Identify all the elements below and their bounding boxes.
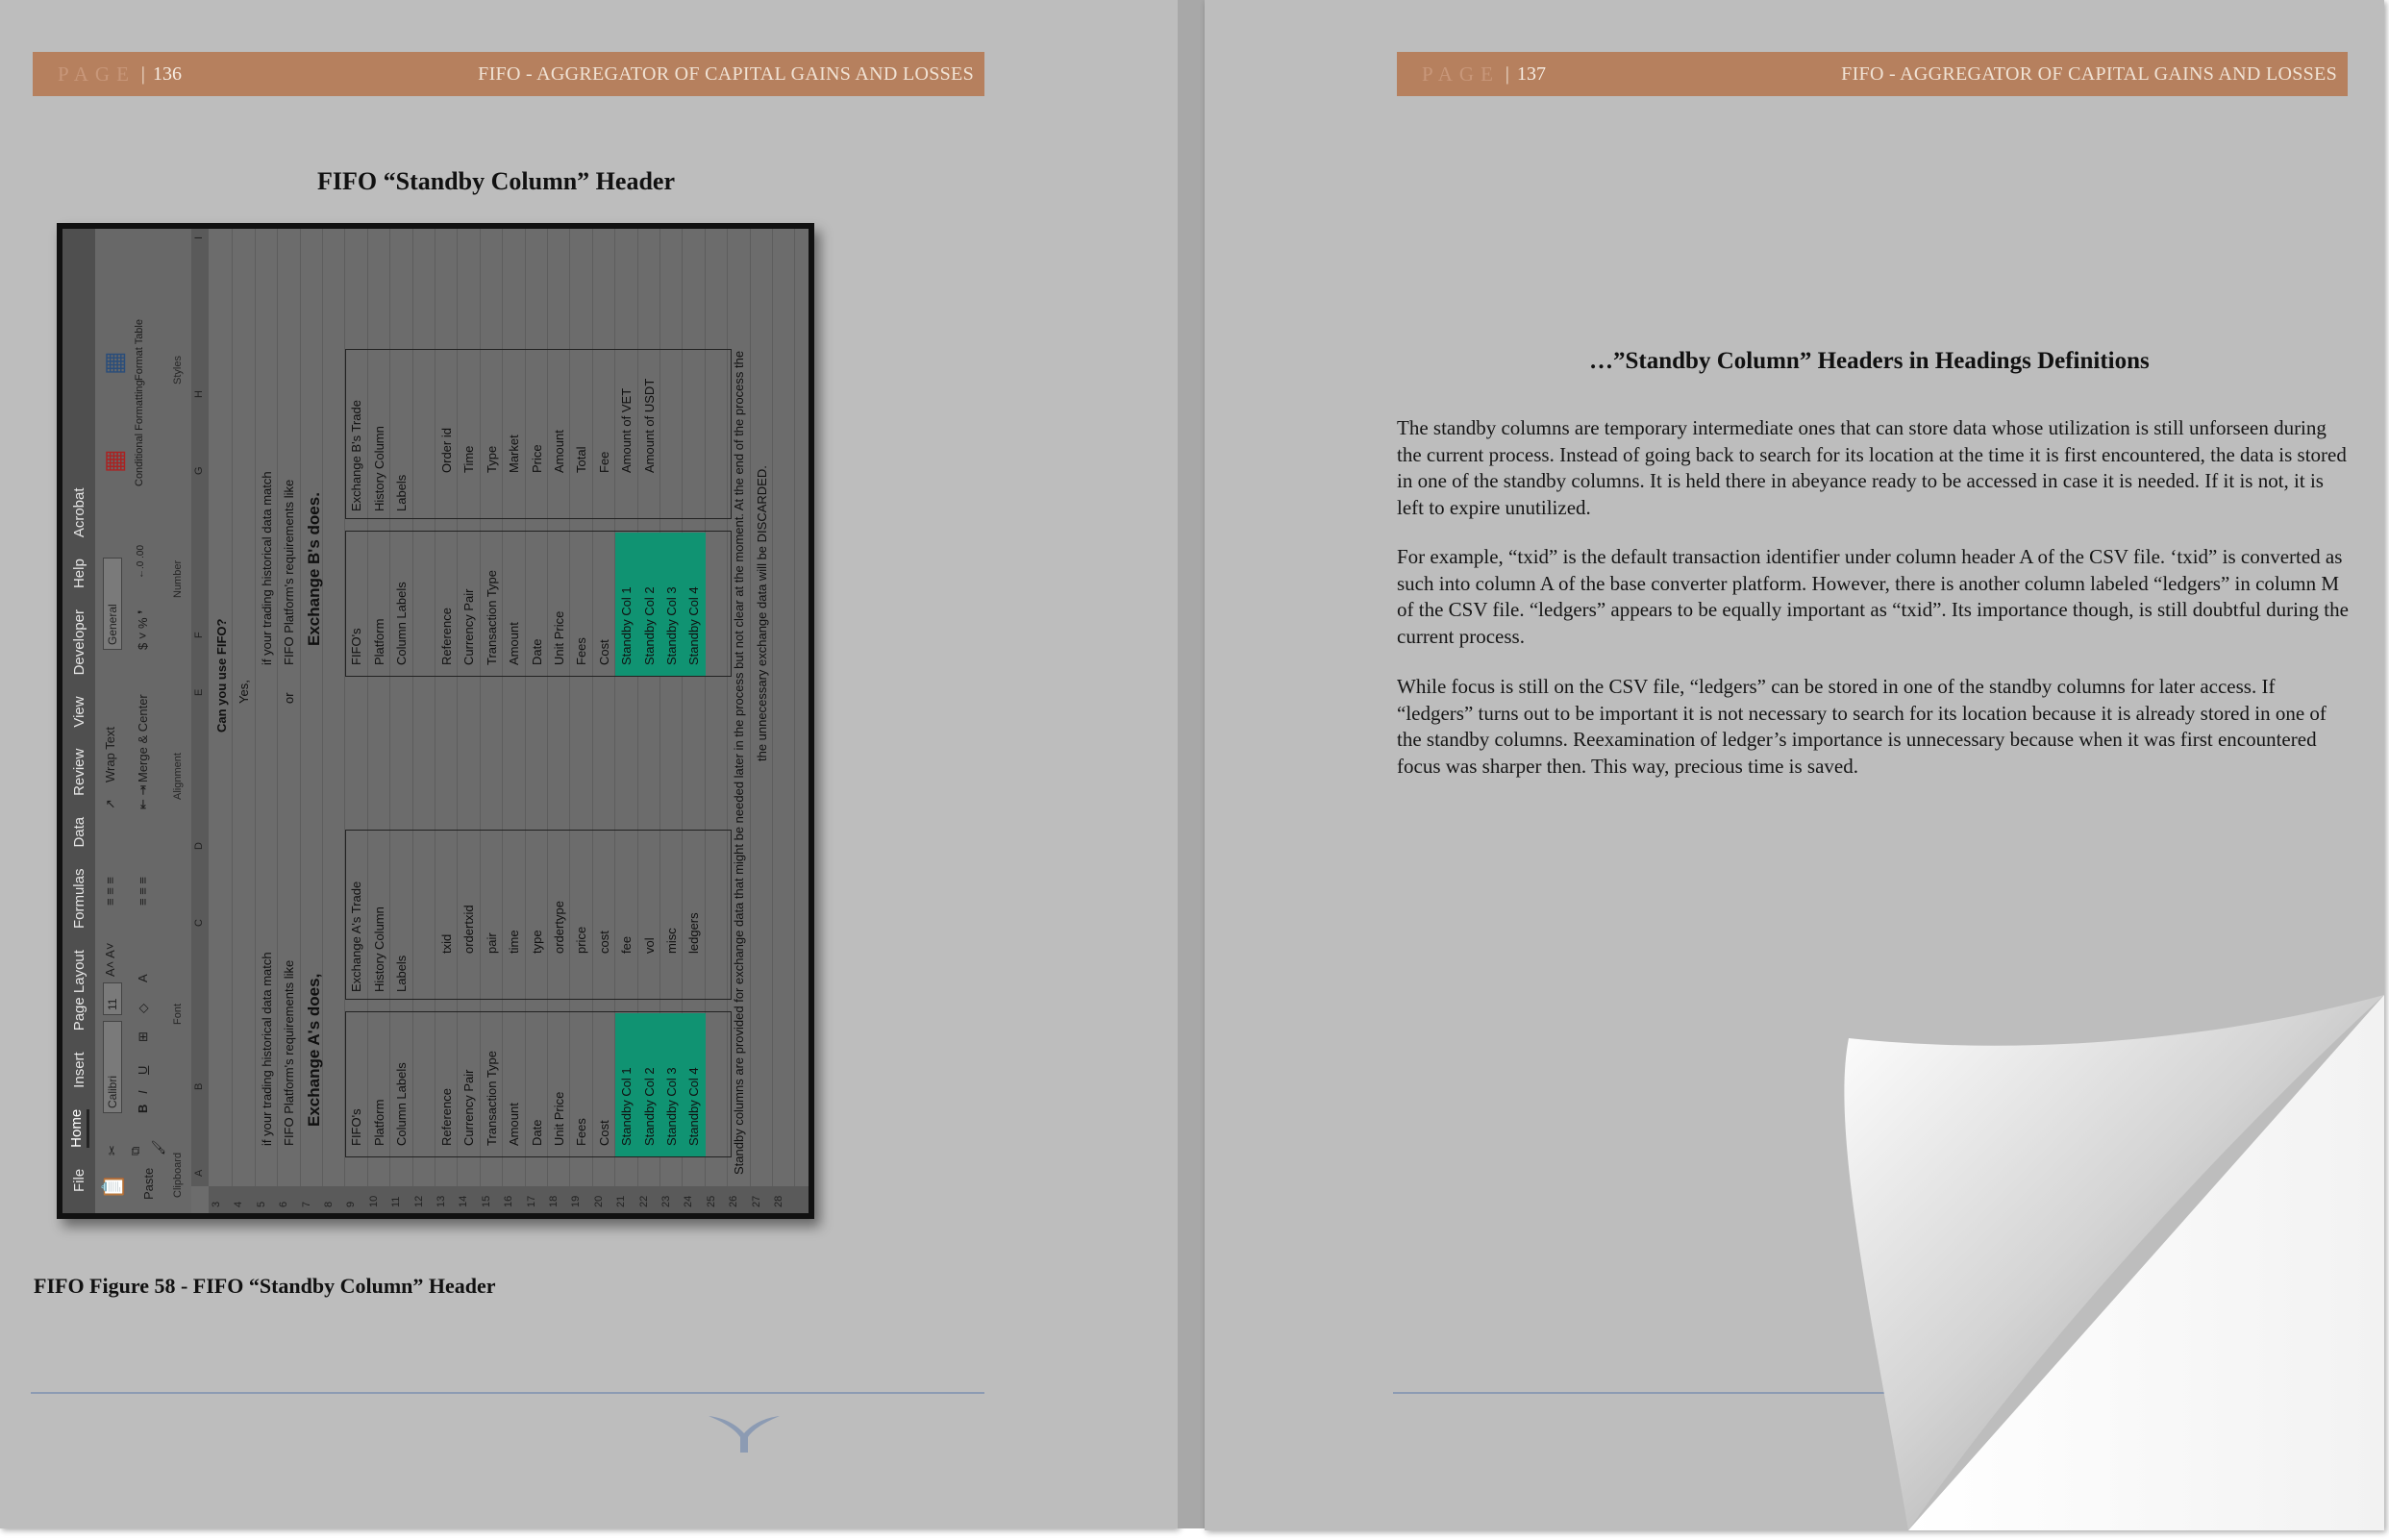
grid-line bbox=[277, 229, 278, 1186]
bold-button[interactable]: B bbox=[136, 1104, 150, 1113]
exchange-a-right-label[interactable]: pair bbox=[484, 932, 499, 954]
exchange-a-heading[interactable]: Exchange A's does, bbox=[304, 973, 323, 1127]
row-header[interactable]: 15 bbox=[480, 1195, 492, 1207]
row-header[interactable]: 23 bbox=[660, 1195, 672, 1207]
exchange-b-heading[interactable]: Exchange B's does. bbox=[304, 492, 323, 646]
paragraph: While focus is still on the CSV file, “ledgers” can be stored in one of the standby columns for later access. If “ledgers” turns out to be important it is not necessary to search for its location because it is already stored in one of the standby columns. Reexamination of ledger’s importance is unnecessary because when it was first encountered focus was sharper then. This way, precious time is saved. bbox=[1397, 675, 2327, 778]
fill-color-icon[interactable]: ◇ bbox=[136, 1004, 150, 1013]
ribbon-tabs bbox=[62, 229, 95, 1213]
exchange-a-left-label[interactable]: Standby Col 1 bbox=[619, 1067, 635, 1146]
exchange-b-line2[interactable]: FIFO Platform's requirements like bbox=[282, 479, 297, 665]
exchange-a-left-label[interactable]: Currency Pair bbox=[461, 1069, 477, 1146]
exchange-a-left-label[interactable]: Cost bbox=[596, 1120, 611, 1146]
ribbon-tab-formulas[interactable]: Formulas bbox=[70, 868, 87, 930]
footnote-line2[interactable]: the unnecessary exchange data will be DISCARDED. bbox=[754, 465, 769, 761]
exchange-a-left-label[interactable]: Unit Price bbox=[552, 1091, 566, 1146]
exchange-b-right-label[interactable]: Total bbox=[574, 446, 589, 473]
exchange-b-right-label[interactable]: Amount of VET bbox=[619, 387, 635, 473]
row-header[interactable]: 7 bbox=[300, 1201, 312, 1207]
right-page bbox=[1205, 0, 2384, 1530]
exchange-a-right-label[interactable]: ledgers bbox=[686, 912, 702, 954]
paragraph: For example, “txid” is the default transaction identifier under column header A of the CSV file. ‘txid” is converted as such into column A of the base converter platform. However, there is another column labeled “ledgers” in column M of the CSV file. “ledgers” appears to be equally important as “txid”. Its importance though, is still doubtful during the current process. bbox=[1397, 545, 2349, 648]
cut-icon[interactable]: ✂ bbox=[105, 1145, 119, 1155]
yes-cell[interactable]: Yes, bbox=[236, 680, 252, 704]
row-header[interactable]: 5 bbox=[255, 1201, 267, 1207]
exchange-b-right-label[interactable]: Order id bbox=[439, 428, 454, 473]
exchange-a-line1[interactable]: if your trading historical data match bbox=[259, 952, 274, 1146]
row-header[interactable]: 4 bbox=[233, 1201, 245, 1207]
exchange-b-left-label[interactable]: Transaction Type bbox=[484, 570, 499, 665]
ribbon-tab-view[interactable]: View bbox=[70, 696, 87, 728]
format-table-icon[interactable]: ▦ bbox=[99, 351, 128, 375]
grid-line bbox=[750, 229, 751, 1186]
column-header-i[interactable]: I bbox=[193, 236, 205, 239]
exchange-a-right-header[interactable]: History Column bbox=[371, 907, 386, 992]
page-word: PAGE bbox=[1422, 62, 1500, 86]
paste-icon[interactable]: 📋 bbox=[101, 1173, 125, 1200]
copy-icon[interactable]: ⧉ bbox=[128, 1146, 142, 1155]
exchange-b-right-header[interactable]: Labels bbox=[394, 474, 410, 511]
group-clipboard: Clipboard bbox=[172, 1152, 184, 1198]
exchange-b-right-label[interactable]: Price bbox=[529, 444, 544, 473]
spreadsheet-screenshot bbox=[57, 223, 814, 1219]
decimal-icon[interactable]: ←.0 .00 bbox=[136, 544, 146, 579]
worksheet bbox=[191, 229, 809, 1213]
page-gutter bbox=[1178, 0, 1205, 1528]
grid-line bbox=[794, 229, 795, 1186]
exchange-a-line2[interactable]: FIFO Platform's requirements like bbox=[282, 959, 297, 1146]
page-number: 137 bbox=[1516, 62, 1546, 85]
exchange-b-right-label[interactable]: Amount of USDT bbox=[641, 378, 657, 473]
underline-button[interactable]: U bbox=[136, 1065, 150, 1075]
orientation-icon[interactable]: ↗ bbox=[103, 799, 117, 809]
page-curl-icon[interactable] bbox=[1205, 0, 2384, 1530]
ribbon-tab-help[interactable]: Help bbox=[70, 559, 87, 589]
conditional-formatting-icon[interactable]: ▦ bbox=[99, 449, 128, 473]
ribbon-tab-review[interactable]: Review bbox=[70, 748, 87, 796]
exchange-a-left-header[interactable]: Platform bbox=[371, 1099, 386, 1146]
row-header[interactable]: 3 bbox=[211, 1201, 222, 1207]
ribbon-tab-acrobat[interactable]: Acrobat bbox=[70, 487, 87, 538]
exchange-b-right-label[interactable]: Fee bbox=[596, 451, 611, 473]
exchange-b-left-label[interactable]: Reference bbox=[439, 608, 454, 665]
ribbon bbox=[95, 229, 191, 1213]
borders-icon[interactable]: ⊞ bbox=[136, 1031, 150, 1042]
paste-button[interactable]: Paste bbox=[141, 1167, 156, 1200]
exchange-b-left-header[interactable]: FIFO's bbox=[349, 628, 364, 665]
exchange-a-right-label[interactable]: fee bbox=[619, 935, 635, 954]
grid-line bbox=[300, 229, 301, 1186]
exchange-b-left-label[interactable]: Cost bbox=[596, 639, 611, 665]
grid-line bbox=[255, 229, 256, 1186]
or-cell[interactable]: or bbox=[282, 692, 297, 704]
exchange-b-right-header[interactable]: Exchange B's Trade bbox=[349, 400, 364, 511]
row-header[interactable]: 12 bbox=[412, 1195, 425, 1207]
exchange-b-left-label[interactable]: Standby Col 3 bbox=[664, 586, 679, 665]
italic-button[interactable]: I bbox=[136, 1090, 150, 1094]
currency-icon[interactable]: $ ˅ % ❜ bbox=[136, 609, 150, 650]
exchange-a-right-header[interactable]: Labels bbox=[394, 955, 410, 992]
footer-rule bbox=[31, 1392, 984, 1394]
exchange-b-right-header[interactable]: History Column bbox=[371, 426, 386, 511]
exchange-a-right-label[interactable]: misc bbox=[664, 928, 679, 954]
exchange-b-right-label[interactable]: Time bbox=[461, 445, 477, 473]
column-headers bbox=[191, 229, 209, 1186]
page-number: 136 bbox=[152, 62, 182, 85]
section-heading: …”Standby Column” Headers in Headings Definitions bbox=[1589, 348, 2150, 374]
ribbon-tab-page-layout[interactable]: Page Layout bbox=[70, 950, 87, 1031]
row-header[interactable]: 26 bbox=[728, 1195, 740, 1207]
exchange-b-left-label[interactable]: Currency Pair bbox=[461, 588, 477, 665]
exchange-a-right-label[interactable]: type bbox=[529, 930, 544, 954]
exchange-b-left-label[interactable]: Date bbox=[529, 638, 544, 665]
exchange-a-right-label[interactable]: time bbox=[507, 930, 522, 954]
row-header[interactable]: 16 bbox=[503, 1195, 515, 1207]
header-title: FIFO - AGGREGATOR OF CAPITAL GAINS AND LOSSES bbox=[478, 62, 974, 85]
exchange-a-left-header[interactable]: FIFO's bbox=[349, 1108, 364, 1146]
merge-center-button[interactable]: Merge & Center bbox=[136, 694, 150, 782]
exchange-a-left-header[interactable]: Column Labels bbox=[394, 1062, 410, 1146]
exchange-b-left-label[interactable]: Fees bbox=[574, 637, 589, 665]
row-header[interactable]: 11 bbox=[390, 1196, 403, 1207]
header-separator: | bbox=[140, 62, 145, 85]
exchange-a-right-header[interactable]: Exchange A's Trade bbox=[349, 881, 364, 992]
exchange-a-right-label[interactable]: ordertxid bbox=[461, 905, 477, 954]
exchange-b-left-label[interactable]: Unit Price bbox=[552, 610, 566, 665]
format-table-button[interactable]: Format Table bbox=[134, 319, 145, 381]
column-header-f[interactable]: F bbox=[193, 632, 205, 638]
format-painter-icon[interactable]: 🖌 bbox=[151, 1139, 165, 1155]
footnote-line1[interactable]: Standby columns are provided for exchange data that might be needed later in the process but not clear at the moment. At the end of the process the bbox=[732, 350, 747, 1175]
row-header[interactable]: 24 bbox=[683, 1195, 695, 1207]
exchange-b-left-label[interactable]: Standby Col 1 bbox=[619, 586, 635, 665]
exchange-b-left-header[interactable]: Column Labels bbox=[394, 582, 410, 665]
column-header-d[interactable]: D bbox=[193, 842, 205, 850]
paragraph: The standby columns are temporary intermediate ones that can store data whose utilization is still unforseen during the current process. Instead of going back to search for its location at the time it is first encountered, the data is stored in one of the standby columns. It is held there in abeyance ready to be accessed in case it is needed. If it is not, it is left to expire unutilized. bbox=[1397, 416, 2347, 519]
row-header[interactable]: 18 bbox=[548, 1195, 560, 1207]
row-header[interactable]: 10 bbox=[367, 1195, 380, 1207]
question-cell[interactable]: Can you use FIFO? bbox=[214, 618, 229, 733]
column-header-h[interactable]: H bbox=[193, 390, 205, 398]
exchange-b-right-label[interactable]: Type bbox=[484, 445, 499, 473]
ribbon-tab-data[interactable]: Data bbox=[70, 816, 87, 848]
row-header[interactable]: 9 bbox=[345, 1201, 358, 1207]
exchange-a-left-label[interactable]: Reference bbox=[439, 1088, 454, 1146]
row-header[interactable]: 27 bbox=[750, 1195, 762, 1207]
group-font: Font bbox=[172, 1003, 184, 1025]
conditional-formatting-button[interactable]: Conditional Formatting bbox=[134, 380, 145, 486]
figure-title: FIFO “Standby Column” Header bbox=[317, 167, 675, 195]
ribbon-tab-home[interactable]: Home bbox=[68, 1109, 89, 1148]
column-header-g[interactable]: G bbox=[193, 466, 205, 475]
ribbon-tab-developer[interactable]: Developer bbox=[70, 609, 87, 676]
exchange-a-left-label[interactable]: Standby Col 3 bbox=[664, 1067, 679, 1146]
font-color-icon[interactable]: A bbox=[136, 974, 150, 982]
grow-font-icon[interactable]: A˄ A˅ bbox=[103, 942, 117, 977]
figure-caption: FIFO Figure 58 - FIFO “Standby Column” Header bbox=[34, 1274, 496, 1298]
exchange-b-right-label[interactable]: Amount bbox=[552, 430, 566, 473]
column-header-e[interactable]: E bbox=[193, 688, 205, 696]
row-header[interactable]: 17 bbox=[525, 1195, 537, 1207]
exchange-a-right-label[interactable]: ordertype bbox=[552, 901, 566, 954]
column-header-b[interactable]: B bbox=[193, 1082, 205, 1090]
ribbon-tab-file[interactable]: File bbox=[70, 1168, 87, 1192]
column-header-c[interactable]: C bbox=[193, 919, 205, 927]
column-header-a[interactable]: A bbox=[193, 1169, 205, 1177]
row-header[interactable]: 13 bbox=[435, 1195, 447, 1207]
number-format-select[interactable]: General bbox=[103, 558, 122, 650]
exchange-a-right-label[interactable]: cost bbox=[596, 931, 611, 954]
grid-line bbox=[232, 229, 233, 1186]
row-header[interactable]: 8 bbox=[323, 1201, 335, 1207]
rotated-spreadsheet bbox=[62, 229, 809, 1213]
indent-icon[interactable]: ⇤ ⇥ bbox=[136, 784, 150, 809]
row-headers bbox=[209, 1186, 809, 1213]
ribbon-tab-insert[interactable]: Insert bbox=[70, 1052, 87, 1088]
bird-ornament-icon bbox=[707, 1408, 782, 1456]
exchange-a-right-label[interactable]: txid bbox=[439, 933, 454, 954]
row-header[interactable]: 22 bbox=[637, 1195, 650, 1207]
group-alignment: Alignment bbox=[172, 753, 184, 800]
exchange-b-right-label[interactable]: Market bbox=[507, 435, 522, 473]
align-left-icon[interactable]: ≡ ≡ ≡ bbox=[136, 877, 150, 906]
row-header[interactable]: 21 bbox=[615, 1195, 628, 1207]
row-header[interactable]: 25 bbox=[705, 1195, 717, 1207]
page-header bbox=[33, 52, 984, 96]
exchange-b-left-label[interactable]: Amount bbox=[507, 622, 522, 665]
page-word: PAGE bbox=[58, 62, 136, 86]
exchange-a-right-label[interactable]: vol bbox=[641, 937, 657, 954]
exchange-a-left-label[interactable]: Standby Col 2 bbox=[641, 1067, 657, 1146]
row-header[interactable]: 14 bbox=[458, 1195, 470, 1207]
font-size-select[interactable]: 11 bbox=[103, 982, 122, 1015]
exchange-b-left-header[interactable]: Platform bbox=[371, 618, 386, 665]
exchange-a-right-label[interactable]: price bbox=[574, 926, 589, 954]
left-page bbox=[0, 0, 1178, 1528]
group-styles: Styles bbox=[172, 356, 184, 385]
exchange-a-left-label[interactable]: Date bbox=[529, 1119, 544, 1146]
group-number: Number bbox=[172, 559, 184, 598]
exchange-a-left-label[interactable]: Standby Col 4 bbox=[686, 1067, 702, 1146]
header-title: FIFO - AGGREGATOR OF CAPITAL GAINS AND LOSSES bbox=[1841, 62, 2337, 85]
exchange-b-left-label[interactable]: Standby Col 2 bbox=[641, 586, 657, 665]
font-name-select[interactable]: Calibri bbox=[103, 1021, 122, 1113]
row-header[interactable]: 19 bbox=[570, 1195, 583, 1207]
row-header[interactable]: 28 bbox=[773, 1195, 784, 1207]
exchange-a-left-label[interactable]: Transaction Type bbox=[484, 1051, 499, 1146]
exchange-a-left-label[interactable]: Amount bbox=[507, 1103, 522, 1146]
header-separator: | bbox=[1505, 62, 1509, 85]
grid-line bbox=[772, 229, 773, 1186]
row-header[interactable]: 20 bbox=[592, 1195, 605, 1207]
exchange-a-left-label[interactable]: Fees bbox=[574, 1118, 589, 1146]
row-header[interactable]: 6 bbox=[278, 1201, 290, 1207]
wrap-text-button[interactable]: Wrap Text bbox=[103, 726, 117, 782]
exchange-b-line1[interactable]: if your trading historical data match bbox=[259, 471, 274, 665]
align-top-icon[interactable]: ≡ ≡ ≡ bbox=[103, 877, 117, 906]
exchange-b-left-label[interactable]: Standby Col 4 bbox=[686, 586, 702, 665]
